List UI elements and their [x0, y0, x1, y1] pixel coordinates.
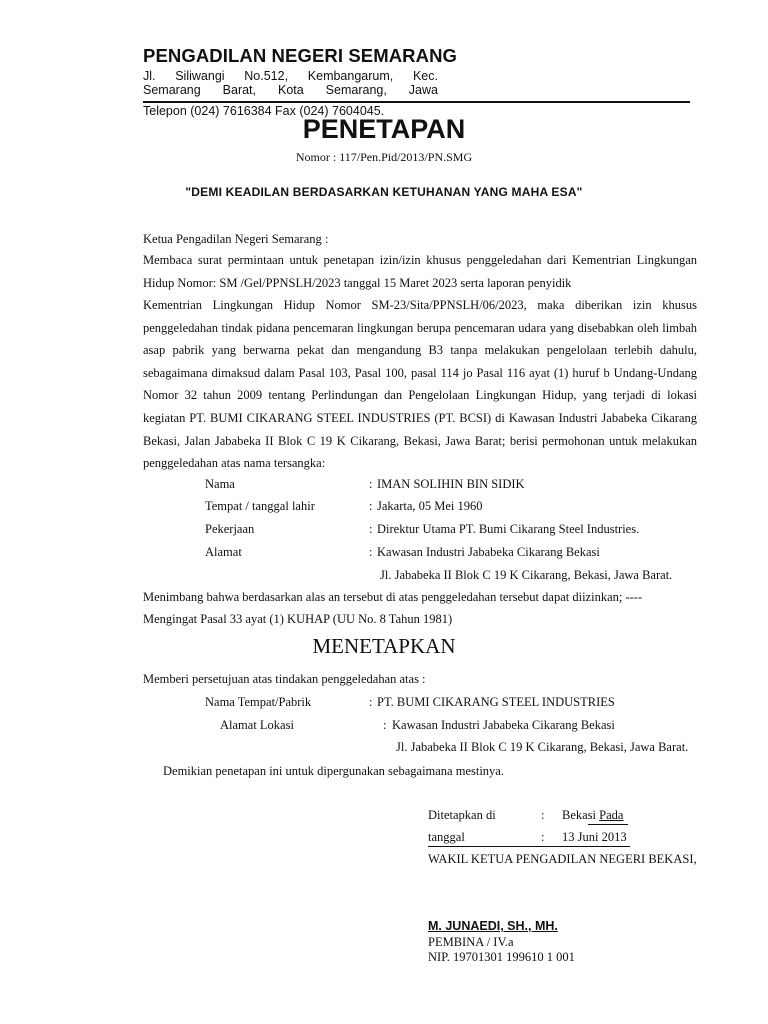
signature-date: 13 Juni 2013: [562, 830, 627, 844]
document-title: PENETAPAN: [302, 114, 466, 144]
phone-line: Telepon (024) 7616384 Fax (024) 7604045.: [143, 104, 385, 118]
pada-underline-extension: [588, 824, 628, 825]
ttl-value: Jakarta, 05 Mei 1960: [377, 499, 483, 513]
address-line-2: [143, 83, 438, 97]
address-word: Barat,: [222, 83, 257, 97]
tempat-value: PT. BUMI CIKARANG STEEL INDUSTRIES: [377, 695, 615, 709]
colon: :: [369, 522, 373, 536]
ttl-label: Tempat / tanggal lahir: [205, 499, 315, 513]
irah-irah-heading: "DEMI KEADILAN BERDASARKAN KETUHANAN YANG MAHA ESA": [185, 185, 583, 199]
document-number: Nomor : 117/Pen.Pid/2013/PN.SMG: [295, 150, 473, 164]
address-line-1: [143, 69, 438, 83]
address-word: Semarang,: [325, 83, 387, 97]
tanggal-label: tanggal: [428, 830, 465, 844]
colon: :: [541, 830, 545, 844]
tanggal-underline: [428, 846, 630, 847]
decision-intro: Memberi persetujuan atas tindakan penggeledahan atas :: [143, 672, 426, 686]
pekerjaan-label: Pekerjaan: [205, 522, 255, 536]
mengingat-line: Mengingat Pasal 33 ayat (1) KUHAP (UU No. 8 Tahun 1981): [143, 612, 453, 626]
colon: :: [541, 808, 545, 822]
pada-text: Pada: [599, 808, 624, 822]
address-word: Jl.: [143, 69, 156, 83]
place-text: Bekasi: [562, 808, 597, 822]
address-word: Jawa: [408, 83, 438, 97]
alamat-label: Alamat: [205, 545, 242, 559]
menimbang-line: Menimbang bahwa berdasarkan alas an tersebut di atas penggeledahan tersebut dapat diizinkan; ----: [143, 590, 643, 604]
address-word: No.512,: [244, 69, 289, 83]
paragraph-kementrian: Kementrian Lingkungan Hidup Nomor SM-23/Sita/PPNSLH/06/2023, maka diberikan izin khusus penggeledahan tindak pidana pencemaran lingkungan berupa pencemaran udara yang disebabkan oleh limbah asap pabrik yang berwarna pekat dan mengandung B3 tanpa melakukan pengelolaan terlebih dahulu, sebagaimana dimaksud dalam Pasal 103, Pasal 100, pasal 114 jo Pasal 116 ayat (1) huruf b Undang-Undang Nomor 32 tahun 2009 tentang Perlindungan dan Pengelolaan Lingkungan Hidup, yang terjadi di lokasi kegiatan PT. BUMI CIKARANG STEEL INDUSTRIES (PT. BCSI) di Kawasan Industri Jababeka Cikarang Bekasi, Jalan Jababeka II Blok C 19 K Cikarang, Bekasi, Jawa Barat; berisi permohonan untuk melakukan penggeledahan atas nama tersangka:: [143, 298, 697, 471]
lokasi-label: Alamat Lokasi: [220, 718, 294, 732]
signatory-name: M. JUNAEDI, SH., MH.: [428, 919, 558, 933]
alamat-value-2: Jl. Jababeka II Blok C 19 K Cikarang, Bekasi, Jawa Barat.: [380, 568, 673, 582]
letterhead-divider: [143, 101, 690, 103]
paragraph-membaca: Membaca surat permintaan untuk penetapan izin/izin khusus penggeledahan dari Kementrian Lingkungan Hidup Nomor: SM /Gel/PPNSLH/2023 tanggal 15 Maret 2023 serta laporan penyidik: [143, 253, 697, 290]
closing-line: Demikian penetapan ini untuk dipergunakan sebagaimana mestinya.: [163, 764, 504, 778]
ditetapkan-label: Ditetapkan di: [428, 808, 496, 822]
court-name: PENGADILAN NEGERI SEMARANG: [143, 45, 458, 66]
pekerjaan-value: Direktur Utama PT. Bumi Cikarang Steel Industries.: [377, 522, 640, 536]
colon: :: [369, 499, 373, 513]
address-word: Kembangarum,: [307, 69, 394, 83]
address-word: Kec.: [412, 69, 438, 83]
address-word: Semarang: [143, 83, 201, 97]
address-word: Kota: [277, 83, 304, 97]
alamat-value-1: Kawasan Industri Jababeka Cikarang Bekasi: [377, 545, 600, 559]
menetapkan-heading: MENETAPKAN: [312, 634, 456, 658]
colon: :: [369, 695, 373, 709]
signature-place: [562, 808, 623, 823]
signatory-rank: PEMBINA / IV.a: [428, 935, 514, 949]
colon: :: [369, 545, 373, 559]
nama-label: Nama: [205, 477, 235, 491]
lokasi-value-2: Jl. Jababeka II Blok C 19 K Cikarang, Bekasi, Jawa Barat.: [396, 740, 689, 754]
address-word: Siliwangi: [175, 69, 225, 83]
nama-value: IMAN SOLIHIN BIN SIDIK: [377, 477, 525, 491]
lokasi-value-1: Kawasan Industri Jababeka Cikarang Bekasi: [392, 718, 615, 732]
colon: :: [383, 718, 387, 732]
intro-line: Ketua Pengadilan Negeri Semarang :: [143, 232, 329, 246]
colon: :: [369, 477, 373, 491]
signatory-nip: NIP. 19701301 199610 1 001: [428, 950, 575, 964]
tempat-label: Nama Tempat/Pabrik: [205, 695, 312, 709]
signatory-position: WAKIL KETUA PENGADILAN NEGERI BEKASI,: [428, 852, 697, 866]
